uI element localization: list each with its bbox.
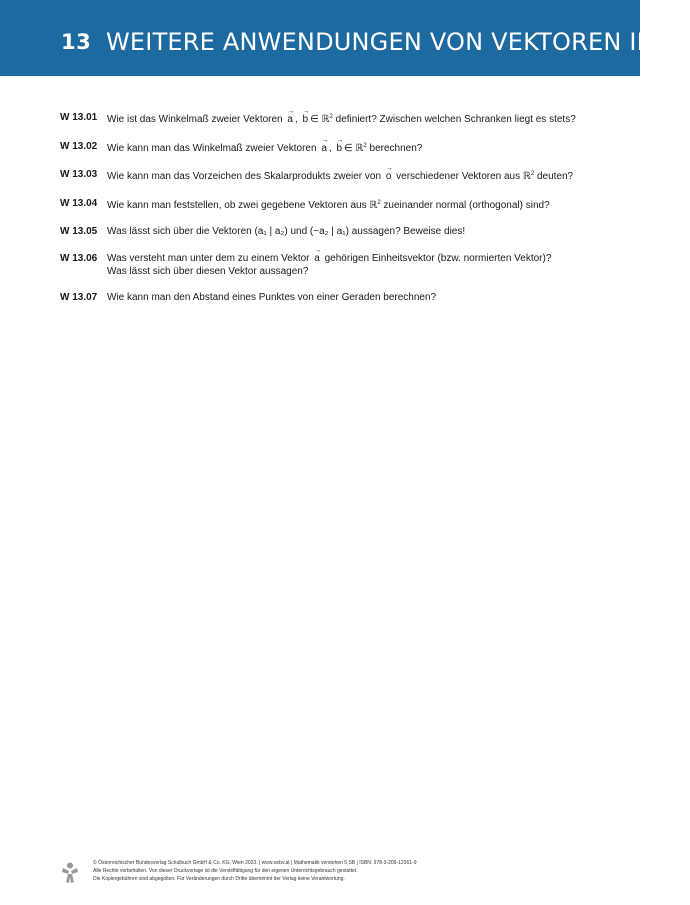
copyright-text (93, 859, 416, 883)
question-text (107, 111, 600, 126)
question-text-part: Wie kann man das Winkelmaß zweier Vektoren (107, 142, 317, 154)
exponent: 2 (377, 199, 381, 206)
chapter-header (0, 0, 690, 76)
question-text-part: , (294, 114, 298, 125)
question-number: W 13.05 (60, 226, 98, 237)
question-item (60, 291, 600, 304)
copyright-line: © Österreichischer Bundesverlag Schulbuch GmbH & Co. KG, Wien 2023. | www.oebv.at | Mathematik verstehen 5 SB | ISBN: 978-3-209-12361-9 (93, 860, 417, 866)
question-number: W 13.02 (60, 140, 98, 152)
question-item (60, 140, 600, 155)
question-text-part: Wie kann man feststellen, ob zwei gegebene Vektoren aus ℝ (107, 199, 378, 211)
question-item (60, 168, 600, 183)
question-number: W 13.03 (60, 169, 98, 180)
question-text-part: definiert? Zwischen welchen Schranken liegt es stets? (332, 114, 576, 125)
question-line: Was lässt sich über diesen Vektor aussagen? (107, 265, 309, 277)
vector-symbol: → a (287, 113, 293, 126)
question-item (60, 197, 600, 212)
chapter-title-exponent: 2 (681, 28, 690, 43)
question-text-part: gehörigen Einheitsvektor (bzw. normierten Vektor)? (324, 252, 552, 264)
question-text-part: zueinander normal (orthogonal) sind? (380, 199, 550, 211)
vector-symbol: → a (321, 142, 327, 155)
copyright-line: Alle Rechte vorbehalten. Von dieser Druckvorlage ist die Vervielfältigung für den eigenen Unterrichtsgebrauch gestattet. (93, 868, 358, 874)
vector-symbol: → b (336, 142, 342, 155)
question-text-part: ∈ ℝ (310, 114, 330, 125)
question-text (107, 252, 600, 278)
question-line (107, 252, 600, 265)
exponent: 2 (363, 142, 367, 149)
chapter-title (106, 28, 690, 56)
question-text-part: Wie ist das Winkelmaß zweier Vektoren (107, 114, 283, 125)
oebv-logo-icon (60, 862, 80, 884)
question-text-part: verschiedener Vektoren aus ℝ (396, 171, 531, 182)
question-item (60, 111, 600, 126)
exponent: 2 (530, 171, 535, 177)
question-text (107, 168, 600, 183)
question-number: W 13.01 (60, 112, 98, 123)
question-item (60, 252, 600, 278)
question-item (60, 225, 600, 238)
question-text (107, 197, 600, 212)
question-text-part: , (328, 142, 332, 154)
vector-symbol: → o (386, 170, 392, 183)
question-list (60, 111, 600, 318)
question-number: W 13.06 (60, 252, 98, 264)
question-text: Wie kann man den Abstand eines Punktes von einer Geraden berechnen? (107, 292, 437, 303)
question-text-part: ∈ ℝ (344, 142, 364, 154)
question-number: W 13.07 (60, 292, 98, 303)
question-text-part: berechnen? (366, 142, 423, 154)
question-text-part: deuten? (534, 171, 574, 182)
question-text: Was lässt sich über die Vektoren (a₁ | a₂) und (−a₂ | a₁) aussagen? Beweise dies! (107, 226, 466, 237)
copyright-line: Die Kopiergebühren sind abgegolten. Für Veränderungen durch Dritte übernimmt der Verlag keine Verantwortung. (93, 876, 345, 882)
question-text (107, 140, 600, 155)
vector-symbol: → b (303, 113, 309, 126)
chapter-title-text: WEITERE ANWENDUNGEN VON VEKTOREN IN ℝ (106, 28, 682, 56)
question-text-part: Was versteht man unter dem zu einem Vektor (107, 252, 310, 264)
chapter-number: 13 (61, 30, 92, 54)
question-number: W 13.04 (60, 197, 98, 209)
exponent: 2 (329, 114, 333, 120)
vector-symbol: → a (314, 252, 320, 265)
question-text-part: Wie kann man das Vorzeichen des Skalarprodukts zweier von (107, 171, 382, 182)
